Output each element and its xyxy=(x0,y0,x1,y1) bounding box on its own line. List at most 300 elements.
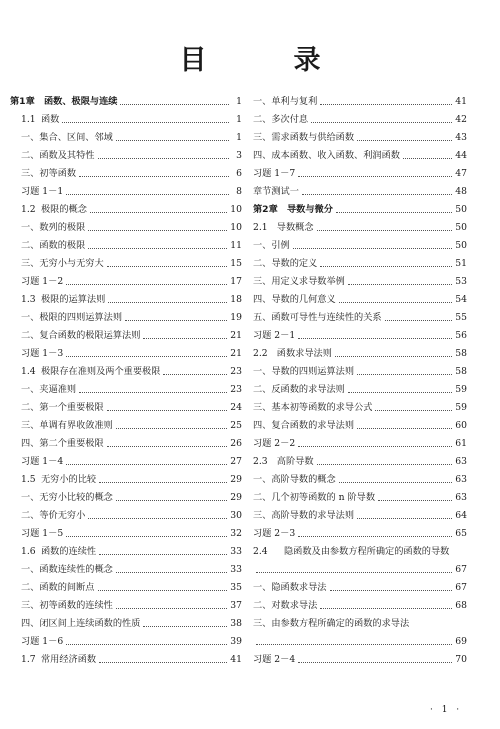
toc-entry-text: 二、函数及其特性 xyxy=(21,150,95,161)
toc-entry-number: 1.1 xyxy=(21,114,36,125)
toc-entry xyxy=(253,294,467,306)
toc-entry-title xyxy=(10,474,96,486)
dot-leader xyxy=(143,626,227,627)
toc-entry-text: 一、单利与复利 xyxy=(253,96,318,107)
dot-leader xyxy=(311,122,452,123)
toc-entry-text: 二、对数求导法 xyxy=(253,600,318,611)
toc-entry-title xyxy=(253,204,333,216)
toc-entry xyxy=(10,312,242,324)
toc-entry-number: 第1章 xyxy=(10,96,35,107)
toc-entry-text: 二、多次付息 xyxy=(253,114,309,125)
toc-entry xyxy=(253,276,467,288)
toc-page-number: 25 xyxy=(230,420,242,431)
toc-page-number: 58 xyxy=(455,366,467,377)
toc-entry-title xyxy=(10,402,104,414)
toc-page-number: 3 xyxy=(236,150,242,161)
toc-page-number: 65 xyxy=(455,528,467,539)
dot-leader xyxy=(66,644,227,645)
toc-entry-title xyxy=(253,150,400,162)
toc-column-right xyxy=(253,96,467,666)
toc-entry-text: 2.1 导数概念 xyxy=(253,222,314,233)
dot-leader xyxy=(320,608,452,609)
toc-entry-number: 1.4 xyxy=(21,366,36,377)
dot-leader xyxy=(79,392,227,393)
toc-entry xyxy=(10,438,242,450)
toc-page-number: 32 xyxy=(230,528,242,539)
dot-leader xyxy=(116,428,227,429)
toc-entry-title xyxy=(10,456,63,468)
dot-leader xyxy=(298,446,452,447)
toc-page-number: 63 xyxy=(455,492,467,503)
toc-entry xyxy=(253,402,467,414)
toc-entry xyxy=(10,528,242,540)
dot-leader xyxy=(163,374,227,375)
toc-entry-text: 习题 2－2 xyxy=(253,438,296,449)
toc-entry xyxy=(10,240,242,252)
toc-entry-title xyxy=(253,546,449,557)
toc-entry xyxy=(253,528,467,540)
toc-page-number: 41 xyxy=(230,654,242,665)
dot-leader xyxy=(330,590,453,591)
toc-entry xyxy=(10,420,242,432)
toc-entry-text: 习题 1－2 xyxy=(21,276,64,287)
toc-entry xyxy=(253,114,467,126)
toc-page-number: 39 xyxy=(230,636,242,647)
dot-leader xyxy=(348,284,452,285)
dot-leader xyxy=(256,644,452,645)
toc-entry xyxy=(10,96,242,108)
toc-entry-title xyxy=(10,438,104,450)
toc-entry-text: 一、引例 xyxy=(253,240,290,251)
toc-entry-number: 1.2 xyxy=(21,204,36,215)
toc-entry-text: 二、反函数的求导法则 xyxy=(253,384,345,395)
toc-entry-title xyxy=(10,294,105,306)
toc-entry xyxy=(10,258,242,270)
toc-entry-text: 一、隐函数求导法 xyxy=(253,582,327,593)
toc-page-number: 30 xyxy=(230,510,242,521)
toc-entry-title xyxy=(253,402,372,414)
toc-page-number: 70 xyxy=(455,654,467,665)
dot-leader xyxy=(320,104,452,105)
toc-entry xyxy=(253,348,467,360)
toc-entry xyxy=(253,384,467,396)
toc-entry-title xyxy=(10,150,95,162)
toc-entry-title xyxy=(253,654,295,666)
dot-leader xyxy=(143,338,227,339)
toc-entry xyxy=(10,276,242,288)
dot-leader xyxy=(298,662,452,663)
toc-entry-text: 二、导数的定义 xyxy=(253,258,318,269)
toc-page-number: 59 xyxy=(455,384,467,395)
toc-entry-title xyxy=(10,654,96,666)
toc-entry-text: 一、函数连续性的概念 xyxy=(21,564,113,575)
page-title: 目 录 xyxy=(179,45,351,76)
toc-entry-text: 一、夹逼准则 xyxy=(21,384,77,395)
toc-page-number: 48 xyxy=(455,186,467,197)
dot-leader xyxy=(317,230,453,231)
toc-page-number: 58 xyxy=(455,348,467,359)
toc-entry-number: 1.3 xyxy=(21,294,36,305)
dot-leader xyxy=(293,248,453,249)
dot-leader xyxy=(320,266,452,267)
toc-entry-title xyxy=(10,240,85,252)
toc-page-number: 15 xyxy=(230,258,242,269)
toc-entry xyxy=(253,222,467,234)
dot-leader xyxy=(98,158,230,159)
toc-entry-title xyxy=(253,330,295,342)
dot-leader xyxy=(357,140,452,141)
toc-entry xyxy=(10,582,242,594)
toc-page-number: 29 xyxy=(230,492,242,503)
toc-entry-text: 极限存在准则及两个重要极限 xyxy=(41,366,161,377)
toc-entry xyxy=(253,600,467,612)
dot-leader xyxy=(90,212,227,213)
toc-entry xyxy=(253,438,467,450)
dot-leader xyxy=(116,608,227,609)
dot-leader xyxy=(99,662,227,663)
dot-leader xyxy=(116,500,227,501)
dot-leader xyxy=(62,122,229,123)
dot-leader xyxy=(385,320,453,321)
toc-page-number: 63 xyxy=(455,456,467,467)
toc-entry xyxy=(10,654,242,666)
toc-page-number: 19 xyxy=(230,312,242,323)
toc-entry xyxy=(10,168,242,180)
toc-page-number: 1 xyxy=(236,132,242,143)
toc-entry-text: 习题 1－7 xyxy=(253,168,296,179)
toc-entry-text: 四、复合函数的求导法则 xyxy=(253,420,355,431)
toc-page-number: 8 xyxy=(236,186,242,197)
toc-entry-text: 习题 1－4 xyxy=(21,456,64,467)
toc-entry-title xyxy=(253,600,317,612)
toc-page-number: 41 xyxy=(455,96,467,107)
toc-entry xyxy=(253,510,467,522)
toc-page-number: 69 xyxy=(455,636,467,647)
toc-entry-text: 三、初等函数的连续性 xyxy=(21,600,113,611)
toc-entry-title xyxy=(10,492,113,504)
dot-leader xyxy=(302,194,452,195)
toc-entry xyxy=(253,204,467,216)
toc-entry-text: 三、无穷小与无穷大 xyxy=(21,258,104,269)
toc-entry-text: 一、集合、区间、邻域 xyxy=(21,132,113,143)
toc-entry-title xyxy=(10,348,63,360)
toc-page-number: 10 xyxy=(230,222,242,233)
toc-entry xyxy=(10,510,242,522)
toc-entry-title xyxy=(10,276,63,288)
toc-page-number: 26 xyxy=(230,438,242,449)
toc-page-number: 50 xyxy=(455,204,467,215)
toc-entry-text: 习题 2－4 xyxy=(253,654,296,665)
dot-leader xyxy=(335,356,452,357)
toc-entry-title xyxy=(253,258,317,270)
dot-leader xyxy=(108,302,227,303)
toc-entry-text: 导数与微分 xyxy=(286,204,333,215)
toc-page-number: 54 xyxy=(455,294,467,305)
toc-entry xyxy=(10,114,242,126)
toc-entry-title xyxy=(10,420,113,432)
toc-page-number: 60 xyxy=(455,420,467,431)
dot-leader xyxy=(88,518,227,519)
toc-entry-text: 三、基本初等函数的求导公式 xyxy=(253,402,373,413)
toc-entry xyxy=(10,546,242,558)
toc-entry xyxy=(253,258,467,270)
toc-entry xyxy=(253,96,467,108)
toc-entry-title xyxy=(10,636,63,648)
toc-entry-title xyxy=(253,510,354,522)
toc-entry-title xyxy=(253,132,354,144)
toc-entry-text: 三、需求函数与供给函数 xyxy=(253,132,355,143)
toc-entry-title xyxy=(10,366,160,378)
toc-entry xyxy=(10,564,242,576)
toc-entry xyxy=(253,330,467,342)
dot-leader xyxy=(107,410,228,411)
toc-page-number: 59 xyxy=(455,402,467,413)
toc-entry-text: 习题 2－3 xyxy=(253,528,296,539)
toc-entry-title xyxy=(253,528,295,540)
toc-entry-text: 极限的运算法则 xyxy=(41,294,106,305)
toc-entry-text: 极限的概念 xyxy=(41,204,87,215)
toc-entry-title xyxy=(10,618,140,630)
toc-page-number: 38 xyxy=(230,618,242,629)
toc-entry-title xyxy=(253,366,354,378)
toc-entry xyxy=(253,492,467,504)
dot-leader xyxy=(107,266,228,267)
toc-entry-title xyxy=(253,474,336,486)
toc-entry-text: 隐函数及由参数方程所确定的函数的导数 xyxy=(284,546,450,557)
toc-page-number: 64 xyxy=(455,510,467,521)
toc-entry xyxy=(253,456,467,468)
toc-entry-text: 五、函数可导性与连续性的关系 xyxy=(253,312,382,323)
toc-entry-text: 二、复合函数的极限运算法则 xyxy=(21,330,141,341)
toc-entry-text: 一、高阶导数的概念 xyxy=(253,474,336,485)
toc-entry-title xyxy=(10,204,87,216)
dot-leader xyxy=(116,572,227,573)
toc-entry xyxy=(10,474,242,486)
toc-page-number: 1 xyxy=(236,96,242,107)
toc-entry-title xyxy=(10,168,76,180)
toc-entry-title xyxy=(253,276,345,288)
toc-entry-title xyxy=(253,186,299,198)
dot-leader xyxy=(98,590,228,591)
dot-leader xyxy=(99,554,227,555)
dot-leader xyxy=(66,464,227,465)
toc-page-number: 50 xyxy=(455,240,467,251)
dot-leader xyxy=(357,518,452,519)
toc-page-number: 63 xyxy=(455,474,467,485)
dot-leader xyxy=(317,464,453,465)
dot-leader xyxy=(298,176,452,177)
toc-column-left xyxy=(10,96,242,666)
toc-page-number: 51 xyxy=(455,258,467,269)
toc-entry-text: 三、高阶导数的求导法则 xyxy=(253,510,355,521)
dot-leader xyxy=(336,212,452,213)
toc-page-number: 67 xyxy=(455,564,467,575)
dot-leader xyxy=(375,410,452,411)
toc-entry-title xyxy=(253,312,382,324)
toc-entry xyxy=(253,186,467,198)
toc-entry xyxy=(253,312,467,324)
dot-leader xyxy=(298,536,452,537)
toc-page-number: 17 xyxy=(230,276,242,287)
toc-page-number: 47 xyxy=(455,168,467,179)
toc-page-number: 53 xyxy=(455,276,467,287)
toc-entry-title xyxy=(253,384,345,396)
toc-page-number: 67 xyxy=(455,582,467,593)
toc-entry xyxy=(253,132,467,144)
toc-entry xyxy=(253,420,467,432)
toc-page-number: 37 xyxy=(230,600,242,611)
toc-entry xyxy=(253,366,467,378)
toc-entry xyxy=(10,402,242,414)
toc-entry-title xyxy=(253,240,290,252)
toc-page-number: 29 xyxy=(230,474,242,485)
toc-entry-title xyxy=(10,312,122,324)
toc-entry-text: 四、导数的几何意义 xyxy=(253,294,336,305)
toc-page-number: 23 xyxy=(230,384,242,395)
toc-entry xyxy=(10,348,242,360)
toc-entry-number: 1.6 xyxy=(21,546,36,557)
toc-entry xyxy=(10,186,242,198)
toc-entry-text: 一、数列的极限 xyxy=(21,222,86,233)
dot-leader xyxy=(99,482,227,483)
toc-entry-text: 习题 1－1 xyxy=(21,186,64,197)
toc-page-number: 44 xyxy=(455,150,467,161)
dot-leader xyxy=(256,572,452,573)
toc-page-number: 50 xyxy=(455,222,467,233)
dot-leader xyxy=(88,230,227,231)
toc-entry-title xyxy=(10,600,113,612)
dot-leader xyxy=(66,194,229,195)
toc-entry xyxy=(253,168,467,180)
toc-entry xyxy=(10,618,242,630)
dot-leader xyxy=(120,104,229,105)
toc-page-number: 21 xyxy=(230,348,242,359)
toc-entry-title xyxy=(10,330,140,342)
toc-entry-title xyxy=(253,582,327,594)
toc-page-number: 43 xyxy=(455,132,467,143)
toc-entry-text: 二、第一个重要极限 xyxy=(21,402,104,413)
toc-entry xyxy=(10,366,242,378)
toc-entry xyxy=(253,564,467,576)
toc-entry-text: 一、无穷小比较的概念 xyxy=(21,492,113,503)
toc-page-number: 23 xyxy=(230,366,242,377)
toc-entry-title xyxy=(10,564,113,576)
toc-entry xyxy=(253,582,467,594)
dot-leader xyxy=(66,356,227,357)
dot-leader xyxy=(339,482,453,483)
toc-entry-text: 四、闭区间上连续函数的性质 xyxy=(21,618,141,629)
toc-entry-title xyxy=(10,582,95,594)
toc-entry-text: 四、成本函数、收入函数、利润函数 xyxy=(253,150,400,161)
toc-entry xyxy=(10,150,242,162)
toc-entry-title xyxy=(10,384,76,396)
toc-entry xyxy=(10,294,242,306)
dot-leader xyxy=(88,248,227,249)
toc-entry-number: 第2章 xyxy=(253,204,278,215)
toc-entry-text: 三、单调有界收敛准则 xyxy=(21,420,113,431)
dot-leader xyxy=(357,374,452,375)
toc-entry-text: 2.2 函数求导法则 xyxy=(253,348,332,359)
dot-leader xyxy=(357,428,452,429)
toc-page-number: 1 xyxy=(236,114,242,125)
toc-entry-title xyxy=(10,258,104,270)
toc-entry-text: 2.3 高阶导数 xyxy=(253,456,314,467)
toc-entry-text: 三、用定义求导数举例 xyxy=(253,276,345,287)
toc-entry-title xyxy=(253,420,354,432)
toc-entry xyxy=(10,456,242,468)
toc-entry-title xyxy=(253,618,409,629)
toc-entry xyxy=(253,636,467,648)
toc-entry-text: 函数的连续性 xyxy=(41,546,97,557)
toc-entry-title xyxy=(10,96,117,108)
toc-page-number: 18 xyxy=(230,294,242,305)
dot-leader xyxy=(378,500,452,501)
toc-entry-text: 习题 1－5 xyxy=(21,528,64,539)
toc-entry-text: 常用经济函数 xyxy=(41,654,97,665)
dot-leader xyxy=(298,338,452,339)
dot-leader xyxy=(116,140,229,141)
toc-page-number: 35 xyxy=(230,582,242,593)
toc-page-number: 33 xyxy=(230,564,242,575)
toc-entry-title xyxy=(253,294,336,306)
toc-page-number: 33 xyxy=(230,546,242,557)
toc-entry-title xyxy=(253,456,314,468)
toc-entry-title xyxy=(253,438,295,450)
toc-entry xyxy=(253,618,467,630)
toc-entry-text: 习题 2－1 xyxy=(253,330,296,341)
dot-leader xyxy=(125,320,227,321)
toc-entry-text: 一、极限的四则运算法则 xyxy=(21,312,123,323)
toc-entry xyxy=(10,204,242,216)
toc-entry-title xyxy=(10,132,113,144)
toc-entry xyxy=(253,474,467,486)
toc-entry xyxy=(253,546,467,558)
toc-entry-title xyxy=(10,546,96,558)
toc-entry-text: 三、由参数方程所确定的函数的求导法 xyxy=(253,618,410,629)
toc-page-number: 27 xyxy=(230,456,242,467)
toc-page-number: 24 xyxy=(230,402,242,413)
toc-page-number: 6 xyxy=(236,168,242,179)
toc-entry-text: 习题 1－6 xyxy=(21,636,64,647)
toc-entry-title xyxy=(10,114,59,126)
toc-entry-text: 三、初等函数 xyxy=(21,168,77,179)
toc-entry-title xyxy=(253,96,317,108)
toc-entry-number: 1.7 xyxy=(21,654,36,665)
toc-entry xyxy=(10,636,242,648)
page-number: · 1 · xyxy=(430,705,463,715)
toc-page-number: 56 xyxy=(455,330,467,341)
toc-entry-text: 二、函数的极限 xyxy=(21,240,86,251)
toc-entry-title xyxy=(253,348,332,360)
toc-entry xyxy=(10,600,242,612)
toc-entry-text: 函数、极限与连续 xyxy=(43,96,118,107)
toc-entry-title xyxy=(253,168,295,180)
toc-entry xyxy=(10,132,242,144)
dot-leader xyxy=(348,392,452,393)
toc-entry xyxy=(253,654,467,666)
toc-entry-title xyxy=(10,186,63,198)
toc-entry-title xyxy=(10,222,85,234)
toc-entry-text: 四、第二个重要极限 xyxy=(21,438,104,449)
toc-entry-number: 2.4 xyxy=(253,546,268,557)
toc-entry-text: 习题 1－3 xyxy=(21,348,64,359)
toc-page-number: 10 xyxy=(230,204,242,215)
toc-entry-text: 二、函数的间断点 xyxy=(21,582,95,593)
toc-entry-title xyxy=(10,510,85,522)
toc-page-number: 68 xyxy=(455,600,467,611)
toc-entry-title xyxy=(253,114,308,126)
toc-entry xyxy=(10,492,242,504)
